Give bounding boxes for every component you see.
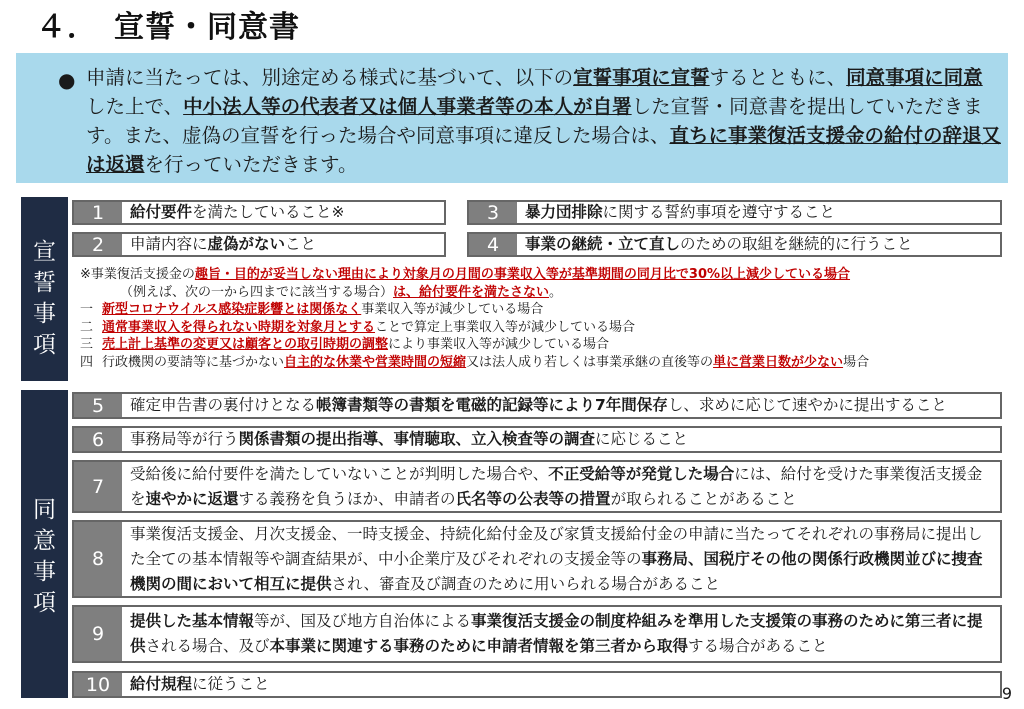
note-line-2: （例えば、次の一から四までに該当する場合） は、給付要件を満たさない 。 [120,284,563,300]
item-text: 給付規程に従うこと [130,675,270,693]
item-number: 5 [74,394,122,417]
bullet-icon: ● [58,68,76,92]
oath-sidebar [21,197,68,381]
oath-item-4 [467,232,1002,257]
consent-item-7 [72,460,1002,513]
item-number: 3 [469,202,517,223]
item-text: 提供した基本情報等が、国及び地方自治体による事業復活支援金の制度枠組みを準用した支援策の事務のために第三者に提供される場合、及び本事業に関連する事務のために申請者情報を第三者から取得する場合があること [130,612,983,655]
oath-sidebar-label: 宣 誓 事 項 [33,239,56,358]
item-text: 給付要件を満たしていること※ [130,203,345,221]
note-case-2: 二 通常事業収入を得られない時期を対象月とすることで算定上事業収入等が減少している場合 [80,319,636,335]
item-number: 10 [74,673,122,696]
consent-item-9 [72,605,1002,663]
item-number: 2 [74,234,122,255]
item-number: 7 [74,462,122,511]
note-line-1: ※事業復活支援金の 趣旨・目的が妥当しない理由により対象月の月間の事業収入等が基準期間の同月比で30%以上減少している場合 [80,267,851,282]
item-text: 事業の継続・立て直しのための取組を継続的に行うこと [525,235,913,253]
item-text: 暴力団排除に関する誓約事項を遵守すること [525,203,836,221]
item-text: 事務局等が行う関係書類の提出指導、事情聴取、立入検査等の調査に応じること [130,430,689,448]
consent-item-10 [72,671,1002,698]
consent-item-6 [72,426,1002,453]
eligibility-notes [80,266,1000,371]
note-case-3: 三 売上計上基準の変更又は顧客との取引時期の調整により事業収入等が減少している場合 [80,337,610,352]
consent-item-8 [72,520,1002,598]
item-number: 1 [74,202,122,223]
oath-item-2 [72,232,446,257]
consent-item-5 [72,392,1002,419]
consent-sidebar [21,390,68,698]
consent-sidebar-label: 同 意 事 項 [33,497,56,616]
item-number: 4 [469,234,517,255]
oath-item-3 [467,200,1002,225]
note-case-1: 一 新型コロナウイルス感染症影響とは関係なく事業収入等が減少している場合 [80,302,544,317]
note-case-4: 四 行政機関の要請等に基づかない自主的な休業や営業時間の短縮又は法人成り若しくは事業承継の直後等の単に営業日数が少ない場合 [80,354,870,370]
intro-text: 申請に当たっては、別途定める様式に基づいて、以下の宣誓事項に宣誓するとともに、同意事項に同意した上で、中小法人等の代表者又は個人事業者等の本人が自署した宣誓・同意書を提出していただきます。また、虚偽の宣誓を行った場合や同意事項に違反した場合は、直ちに事業復活支援金の給付の辞退又は返還を行っていただきます。 [86,66,1001,176]
item-text: 確定申告書の裏付けとなる帳簿書類等の書類を電磁的記録等により7年間保存し、求めに応じて速やかに提出すること [130,396,947,414]
item-number: 8 [74,522,122,596]
item-text: 受給後に給付要件を満たしていないことが判明した場合や、不正受給等が発覚した場合には、給付を受けた事業復活支援金を速やかに返還する義務を負うほか、申請者の氏名等の公表等の措置が取られることがあること [130,464,983,508]
item-number: 6 [74,428,122,451]
intro-panel [16,53,1008,183]
oath-item-1 [72,200,446,225]
item-text: 申請内容に虚偽がないこと [130,235,317,253]
page-title: ４． 宣誓・同意書 [36,10,300,45]
page-number: 9 [1001,684,1012,703]
item-text: 事業復活支援金、月次支援金、一時支援金、持続化給付金及び家賃支援給付金の申請に当たってそれぞれの事務局に提出した全ての基本情報等や調査結果が、中小企業庁及びそれぞれの支援金等の事務局、国税庁その他の関係行政機関並びに捜査機関の間において相互に提供され、審査及び調査のために用いられる場合があること [130,524,983,593]
item-number: 9 [74,607,122,661]
